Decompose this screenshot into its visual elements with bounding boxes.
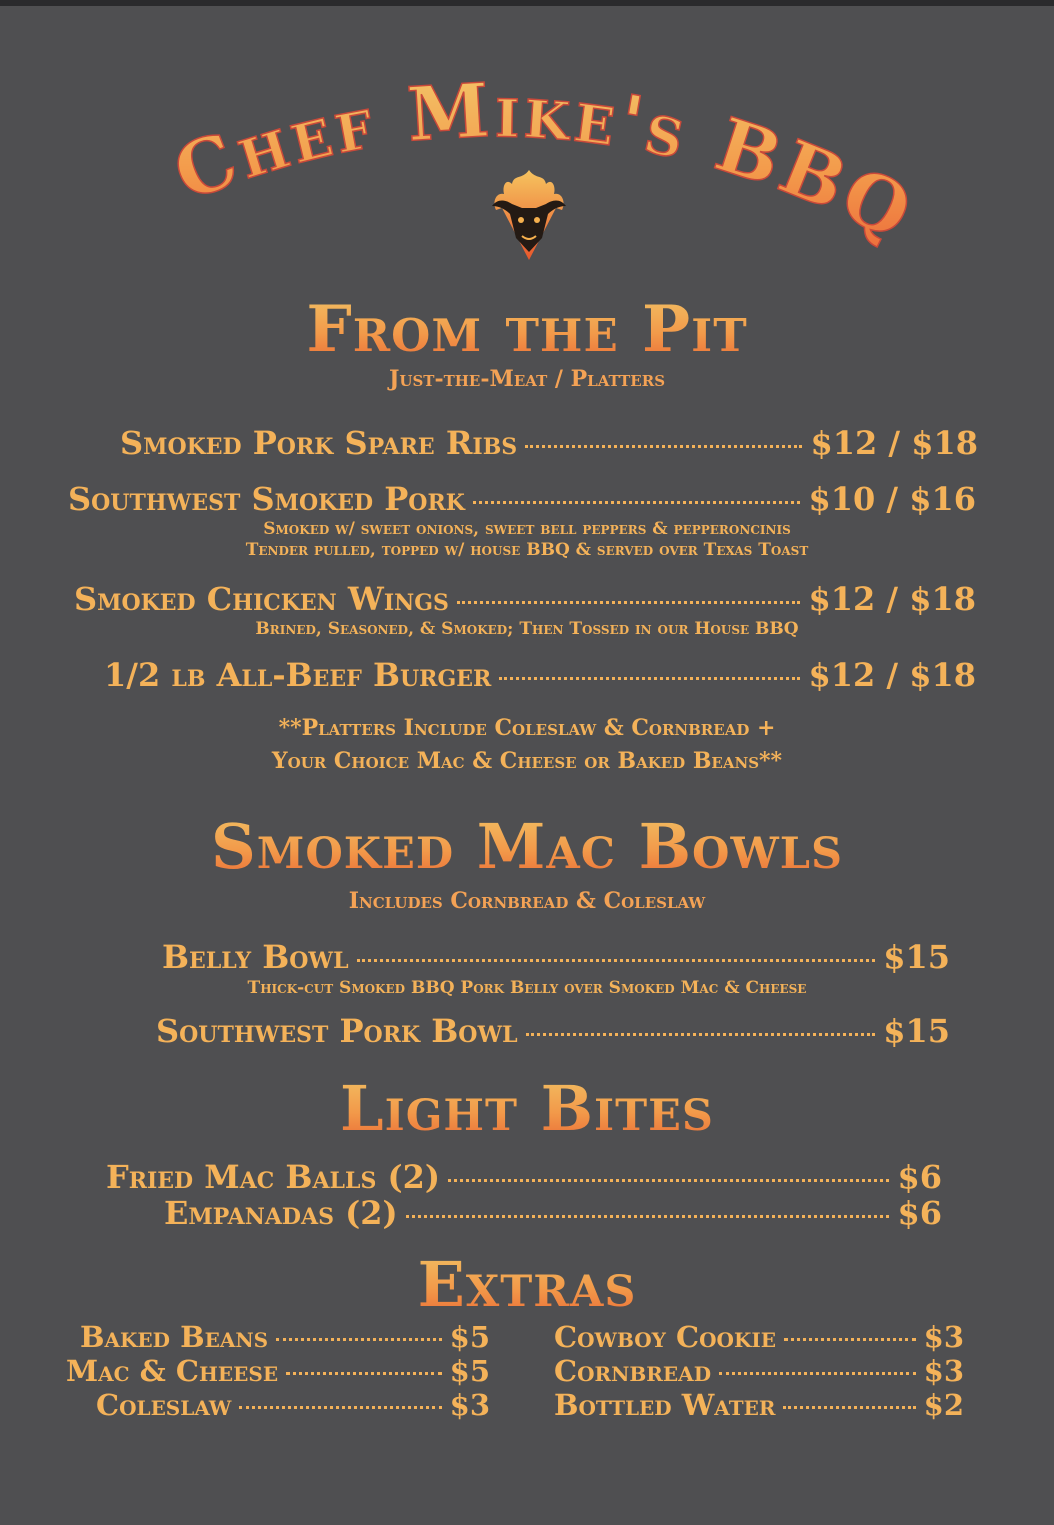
platter-note: Your Choice Mac & Cheese or Baked Beans**	[271, 748, 783, 774]
item-name: Coleslaw	[96, 1388, 232, 1422]
mac-subheading: Includes Cornbread & Coleslaw	[348, 888, 706, 914]
leader-dots	[473, 501, 801, 504]
title-text: Chef Mike's BBQ	[162, 67, 928, 259]
item-price: $12 / $18	[810, 424, 978, 462]
item-description: Brined, Seasoned, & Smoked; Then Tossed in our House BBQ	[255, 619, 799, 639]
leader-dots	[276, 1338, 442, 1341]
item-name: Smoked Chicken Wings	[74, 580, 449, 618]
item-price: $6	[897, 1158, 942, 1196]
item-price: $5	[449, 1354, 490, 1388]
leader-dots	[499, 677, 800, 680]
extras-item	[66, 1354, 490, 1388]
item-name: Southwest Pork Bowl	[156, 1012, 518, 1050]
leader-dots	[286, 1372, 442, 1375]
extras-item	[554, 1354, 964, 1388]
bull-flame-icon	[486, 168, 572, 264]
top-bar	[0, 0, 1054, 6]
item-name: Empanadas (2)	[164, 1194, 398, 1232]
menu-item	[104, 656, 976, 694]
item-price: $5	[449, 1320, 490, 1354]
item-name: Cowboy Cookie	[554, 1320, 776, 1354]
item-name: 1/2 lb All-Beef Burger	[104, 656, 492, 694]
menu-item	[156, 1012, 950, 1050]
menu-item	[68, 480, 976, 518]
menu-item	[164, 1194, 942, 1232]
leader-dots	[525, 445, 802, 448]
extras-item	[96, 1388, 490, 1422]
item-price: $15	[883, 938, 950, 976]
extras-item	[554, 1388, 964, 1422]
pit-subheading: Just-the-Meat / Platters	[388, 366, 666, 392]
menu-item	[120, 424, 978, 462]
item-name: Mac & Cheese	[66, 1354, 279, 1388]
item-price: $15	[883, 1012, 950, 1050]
item-description: Smoked w/ sweet onions, sweet bell peppers & pepperoncinis	[263, 519, 791, 539]
item-name: Southwest Smoked Pork	[68, 480, 465, 518]
item-name: Belly Bowl	[162, 938, 349, 976]
extras-item	[80, 1320, 490, 1354]
item-name: Fried Mac Balls (2)	[106, 1158, 441, 1196]
menu-item	[162, 938, 950, 976]
item-price: $10 / $16	[808, 480, 976, 518]
mac-heading: Smoked Mac Bowls	[0, 810, 1054, 883]
item-name: Baked Beans	[80, 1320, 269, 1354]
platter-note: **Platters Include Coleslaw & Cornbread +	[278, 715, 776, 741]
leader-dots	[783, 1406, 915, 1409]
bites-heading: Light Bites	[0, 1072, 1054, 1145]
item-description: Tender pulled, topped w/ house BBQ & served over Texas Toast	[245, 540, 809, 560]
extras-heading: Extras	[0, 1248, 1054, 1321]
item-price: $6	[897, 1194, 942, 1232]
leader-dots	[784, 1338, 916, 1341]
item-price: $3	[923, 1354, 964, 1388]
leader-dots	[406, 1215, 890, 1218]
item-price: $12 / $18	[808, 580, 976, 618]
item-price: $3	[923, 1320, 964, 1354]
item-description: Thick-cut Smoked BBQ Pork Belly over Smoked Mac & Cheese	[247, 978, 807, 998]
leader-dots	[526, 1033, 876, 1036]
extras-item	[554, 1320, 964, 1354]
leader-dots	[448, 1179, 889, 1182]
leader-dots	[719, 1372, 916, 1375]
item-name: Cornbread	[554, 1354, 712, 1388]
leader-dots	[357, 959, 876, 962]
item-price: $2	[923, 1388, 964, 1422]
item-name: Smoked Pork Spare Ribs	[120, 424, 518, 462]
item-price: $3	[449, 1388, 490, 1422]
item-name: Bottled Water	[554, 1388, 776, 1422]
menu-item	[74, 580, 976, 618]
pit-heading: From the Pit	[0, 292, 1054, 367]
menu-item	[106, 1158, 942, 1196]
leader-dots	[239, 1406, 441, 1409]
leader-dots	[457, 601, 800, 604]
item-price: $12 / $18	[808, 656, 976, 694]
